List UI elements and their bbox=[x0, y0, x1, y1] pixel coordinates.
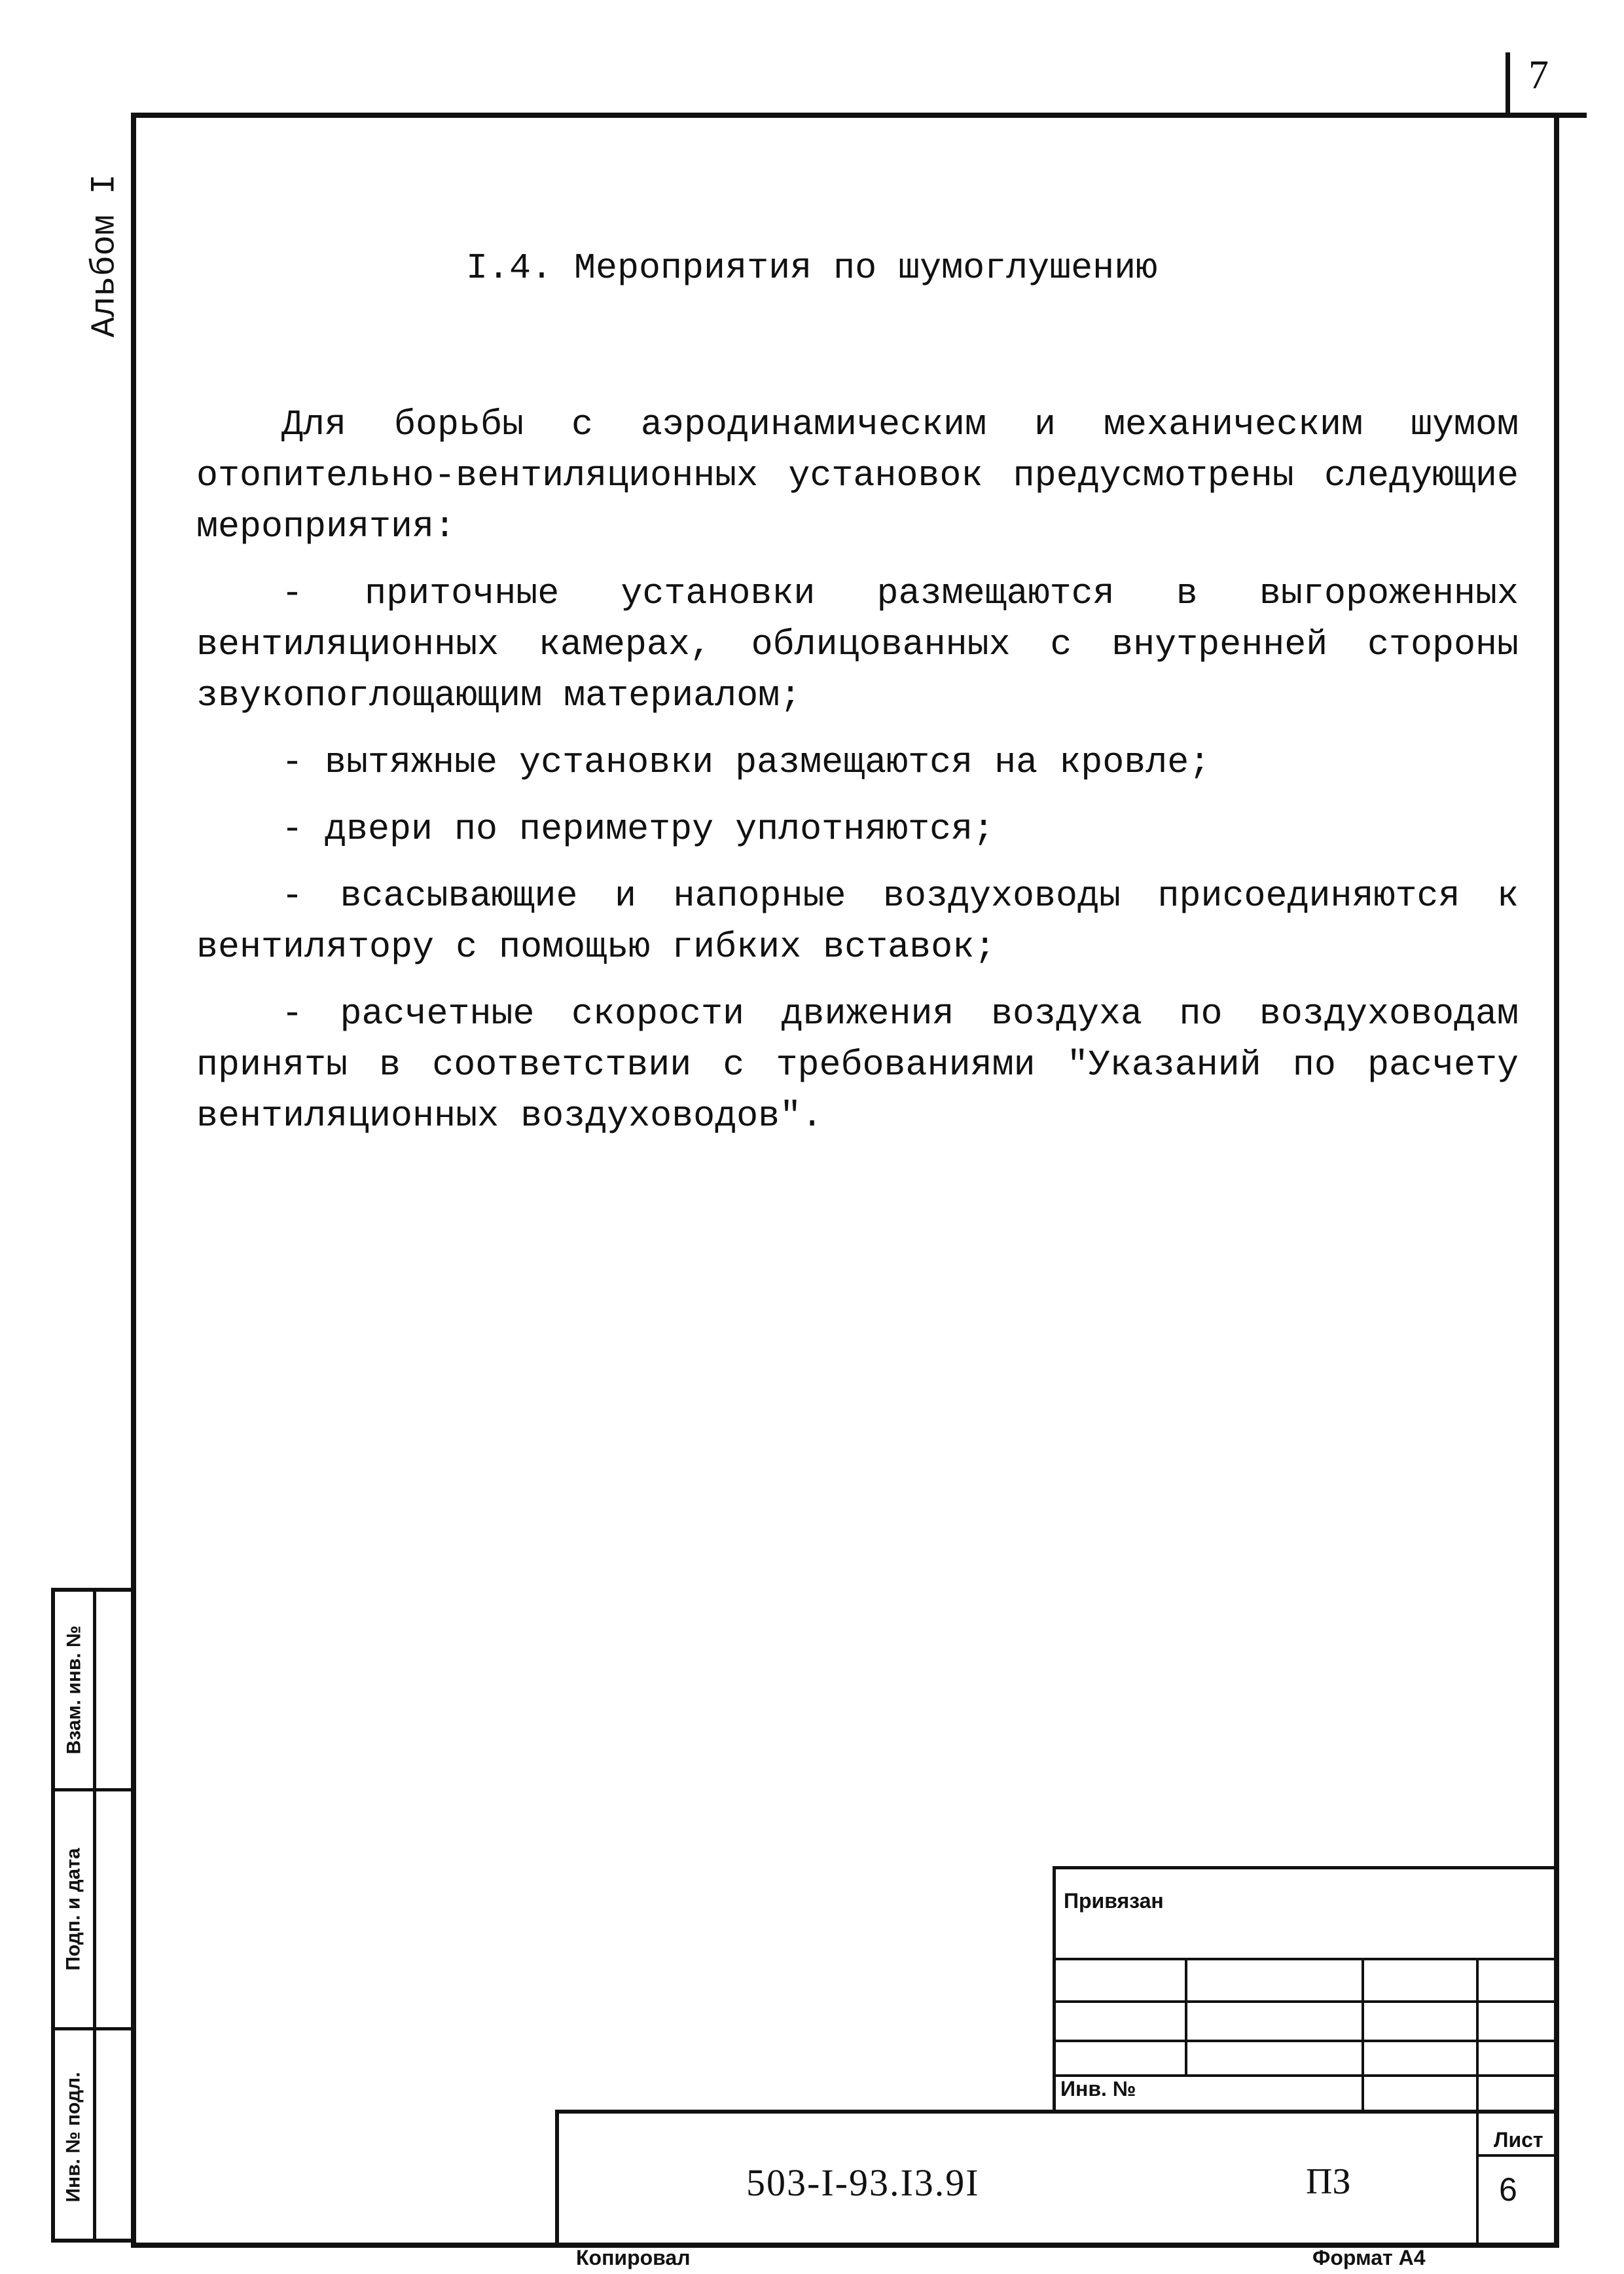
album-label bbox=[82, 157, 128, 354]
paragraph-air-speed: - расчетные скорости движения воздуха по воздуховодам приняты в соответствии с требованиями "Указаний по расчету вентиляционных воздуховодов". bbox=[196, 993, 1519, 1137]
paragraph-exhaust-units: - вытяжные установки размещаются на кровле; bbox=[281, 742, 1211, 783]
page-number-mark bbox=[1506, 52, 1510, 115]
sheet-label: Лист bbox=[1494, 2128, 1543, 2152]
body-text bbox=[196, 399, 1519, 1158]
album-label-text: Альбом I bbox=[85, 174, 124, 337]
main-title-block-left bbox=[555, 2110, 559, 2247]
document-code: 503-I-93.I3.9I bbox=[746, 2161, 980, 2204]
main-title-block-top bbox=[555, 2110, 1559, 2114]
frame-top-extension bbox=[1553, 113, 1587, 118]
paragraph-ducts: - всасывающие и напорные воздуховоды присоединяются к вентилятору с помощью гибких вставок; bbox=[196, 875, 1519, 968]
replacement-inv-label: Взам. инв. № bbox=[63, 1625, 85, 1755]
sheet-number: 6 bbox=[1499, 2171, 1517, 2208]
paragraph-doors: - двери по периметру уплотняются; bbox=[281, 809, 995, 850]
copied-by-label: Копировал bbox=[576, 2246, 691, 2269]
page-number: 7 bbox=[1528, 53, 1549, 98]
paragraph-supply-units: - приточные установки размещаются в выгороженных вентиляционных камерах, облицованных с внутренней стороны звукопоглощающим материалом; bbox=[196, 573, 1519, 716]
bound-label: Привязан bbox=[1064, 1889, 1164, 1913]
format-label: Формат А4 bbox=[1312, 2246, 1426, 2269]
document-type: ПЗ bbox=[1306, 2161, 1351, 2202]
signature-date-cell bbox=[55, 1791, 93, 2027]
section-heading: I.4. Мероприятия по шумоглушению bbox=[466, 248, 1158, 289]
binding-block-top bbox=[1053, 1866, 1559, 1869]
inv-label: Инв. № bbox=[1060, 2077, 1136, 2100]
signature-date-label: Подп. и дата bbox=[63, 1848, 84, 1971]
original-inv-label: Инв. № подл. bbox=[63, 2071, 84, 2203]
stamp-strip bbox=[51, 1588, 133, 2243]
original-inv-cell bbox=[55, 2030, 93, 2243]
replacement-inv-cell bbox=[55, 1592, 93, 1788]
paragraph-intro: Для борьбы с аэродинамическим и механическим шумом отопительно-вентиляционных установок предусмотрены следующие мероприятия: bbox=[196, 404, 1519, 547]
